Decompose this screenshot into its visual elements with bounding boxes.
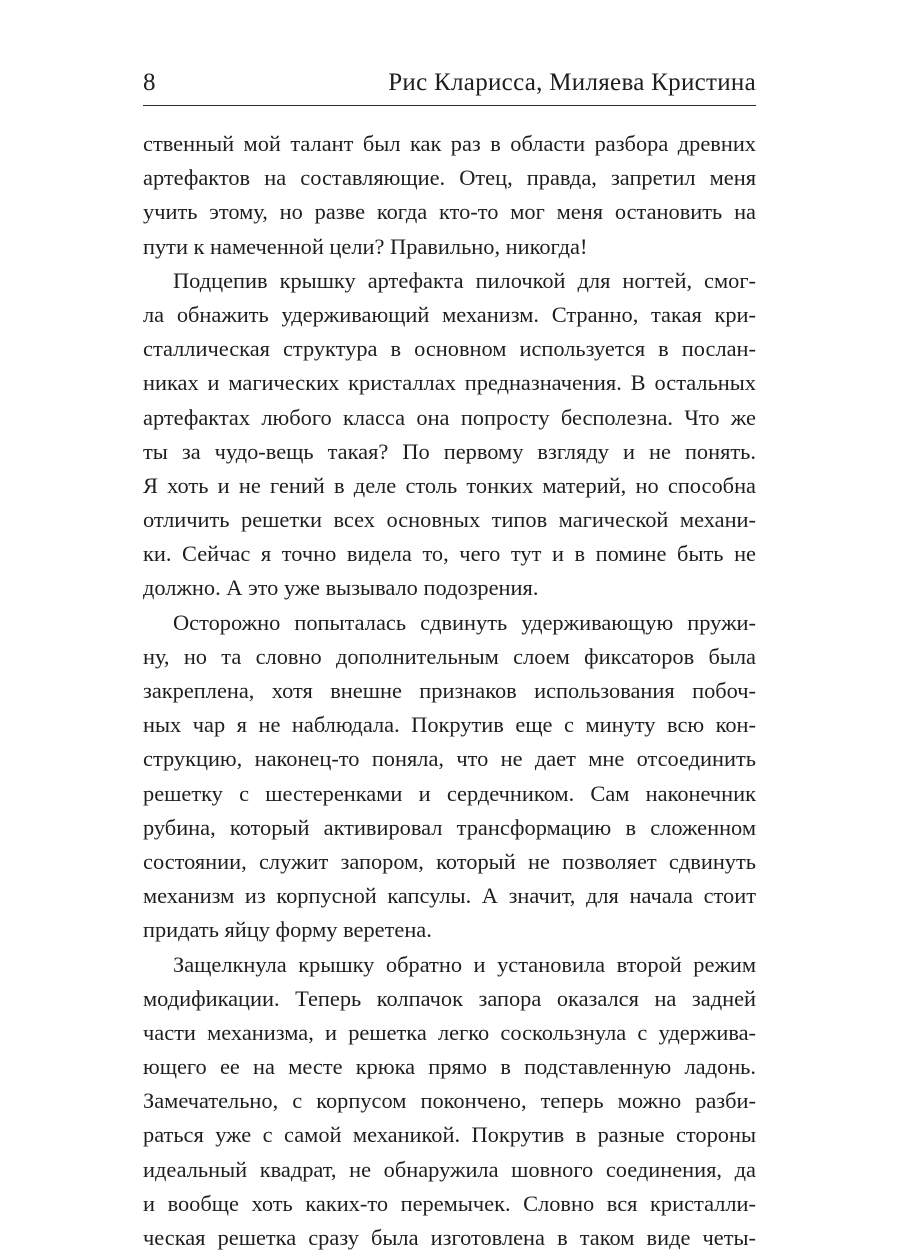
page-number: 8 — [143, 66, 156, 100]
text-line: ты за чудо-вещь такая? По первому взгляду и не понять. — [143, 435, 756, 469]
page-header — [143, 66, 756, 100]
text-line: Я хоть и не гений в деле столь тонких материй, но способна — [143, 469, 756, 503]
body-text — [143, 127, 756, 1255]
text-line: артефактов на составляющие. Отец, правда, запретил меня — [143, 161, 756, 195]
text-line: раться уже с самой механикой. Покрутив в разные стороны — [143, 1118, 756, 1152]
text-line: модификации. Теперь колпачок запора оказался на задней — [143, 982, 756, 1016]
text-line: ственный мой талант был как раз в области разбора древних — [143, 127, 756, 161]
text-line: придать яйцу форму веретена. — [143, 913, 756, 947]
text-line: идеальный квадрат, не обнаружила шовного соединения, да — [143, 1153, 756, 1187]
text-line: ных чар я не наблюдала. Покрутив еще с минуту всю кон- — [143, 708, 756, 742]
text-line: пути к намеченной цели? Правильно, никогда! — [143, 230, 756, 264]
running-title: Рис Кларисса, Миляева Кристина — [388, 66, 756, 100]
text-line: струкцию, наконец-то поняла, что не дает мне отсоединить — [143, 742, 756, 776]
text-line: ческая решетка сразу была изготовлена в таком виде четы- — [143, 1221, 756, 1255]
text-line: Защелкнула крышку обратно и установила второй режим — [143, 948, 756, 982]
text-line: ющего ее на месте крюка прямо в подставленную ладонь. — [143, 1050, 756, 1084]
text-line: механизм из корпусной капсулы. А значит, для начала стоит — [143, 879, 756, 913]
text-line: никах и магических кристаллах предназначения. В остальных — [143, 366, 756, 400]
text-line: ну, но та словно дополнительным слоем фиксаторов была — [143, 640, 756, 674]
text-line: ки. Сейчас я точно видела то, чего тут и в помине быть не — [143, 537, 756, 571]
text-line: Осторожно попыталась сдвинуть удерживающую пружи- — [143, 606, 756, 640]
paragraph — [143, 948, 756, 1255]
text-line: Подцепив крышку артефакта пилочкой для ногтей, смог- — [143, 264, 756, 298]
text-line: закреплена, хотя внешне признаков использования побоч- — [143, 674, 756, 708]
text-line: сталлическая структура в основном используется в послан- — [143, 332, 756, 366]
text-line: отличить решетки всех основных типов магической механи- — [143, 503, 756, 537]
text-line: учить этому, но разве когда кто-то мог меня остановить на — [143, 195, 756, 229]
header-rule — [143, 105, 756, 106]
text-line: ла обнажить удерживающий механизм. Странно, такая кри- — [143, 298, 756, 332]
text-line: Замечательно, с корпусом покончено, теперь можно разби- — [143, 1084, 756, 1118]
text-line: и вообще хоть каких-то перемычек. Словно вся кристалли- — [143, 1187, 756, 1221]
paragraph — [143, 127, 756, 264]
paragraph — [143, 606, 756, 948]
text-line: решетку с шестеренками и сердечником. Сам наконечник — [143, 777, 756, 811]
text-line: артефактах любого класса она попросту бесполезна. Что же — [143, 401, 756, 435]
text-line: состоянии, служит запором, который не позволяет сдвинуть — [143, 845, 756, 879]
text-line: части механизма, и решетка легко соскользнула с удержива- — [143, 1016, 756, 1050]
paragraph — [143, 264, 756, 606]
text-line: должно. А это уже вызывало подозрения. — [143, 571, 756, 605]
text-line: рубина, который активировал трансформацию в сложенном — [143, 811, 756, 845]
